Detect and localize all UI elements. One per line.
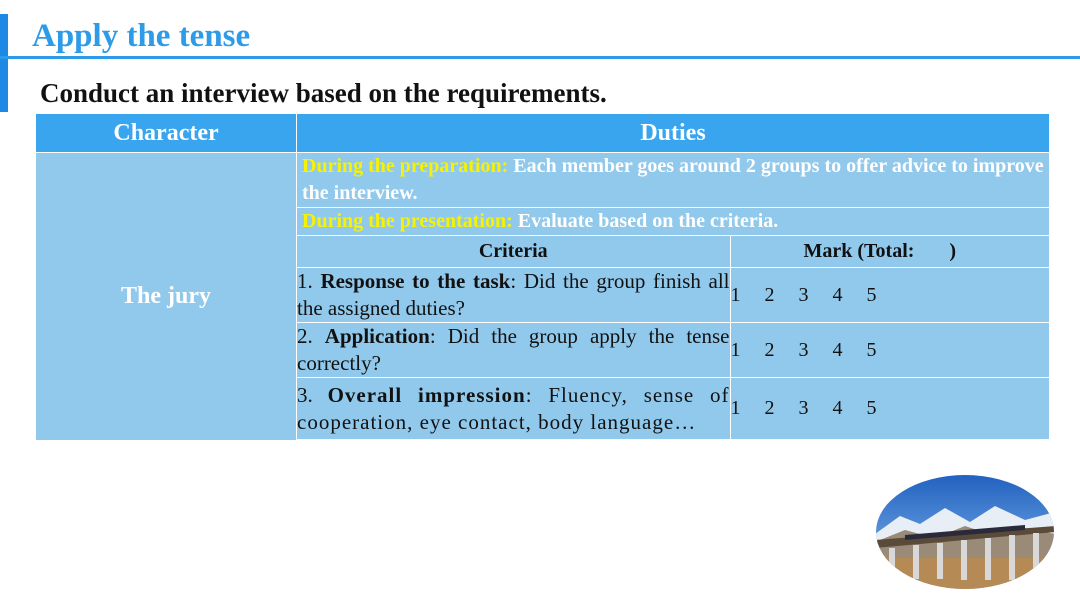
instruction-text: Conduct an interview based on the requirements.: [40, 78, 607, 108]
criteria-table: [297, 235, 1051, 440]
presentation-duty: [297, 208, 1049, 235]
preparation-tag: During the preparation:: [302, 155, 509, 177]
duties-cell: [297, 153, 1050, 441]
character-cell: The jury: [36, 153, 297, 441]
mark-option[interactable]: 1: [730, 338, 741, 361]
mark-option[interactable]: 4: [832, 397, 843, 419]
criteria-row: [297, 268, 1050, 323]
criteria-row: [297, 323, 1050, 378]
criterion-name: Application: [324, 324, 430, 348]
duties-header: Duties: [297, 114, 1050, 153]
mark-scale: [730, 323, 1050, 378]
mark-option[interactable]: 4: [832, 338, 843, 361]
mark-option[interactable]: 3: [798, 283, 809, 306]
slide-title: Apply the tense: [32, 18, 251, 54]
mark-option[interactable]: 5: [866, 283, 877, 306]
mark-option[interactable]: 1: [730, 283, 741, 306]
character-header: Character: [36, 114, 297, 153]
criterion-text: 1. Response to the task: Did the group finish all the assigned duties?: [297, 268, 730, 323]
criteria-header: Criteria: [297, 236, 730, 268]
mark-option[interactable]: 3: [798, 338, 809, 361]
title-rule: [0, 56, 1080, 59]
criterion-text: 2. Application: Did the group apply the tense correctly?: [297, 323, 730, 378]
criterion-name: Response to the task: [320, 269, 511, 293]
mark-option[interactable]: 3: [798, 397, 809, 419]
mark-scale: [730, 268, 1050, 323]
mark-option[interactable]: 2: [764, 283, 775, 306]
mark-option[interactable]: 2: [764, 338, 775, 361]
mark-option[interactable]: 5: [866, 338, 877, 361]
mark-option[interactable]: 4: [832, 283, 843, 306]
mark-scale: [730, 378, 1050, 440]
railway-bridge-image: [875, 472, 1055, 590]
preparation-text: Each member goes around 2 groups to offer advice to improve the interview.: [302, 155, 1044, 204]
criterion-name: Overall impression: [327, 382, 526, 407]
mark-option[interactable]: 1: [730, 397, 741, 419]
criterion-text: 3. Overall impression: Fluency, sense of cooperation, eye contact, body language…: [297, 378, 730, 440]
mark-option[interactable]: 2: [764, 397, 775, 419]
presentation-text: Evaluate based on the criteria.: [512, 210, 779, 232]
accent-bar: [0, 14, 8, 112]
mark-header: Mark (Total: ): [730, 236, 1050, 268]
criteria-row: [297, 378, 1050, 440]
mark-option[interactable]: 5: [866, 397, 877, 419]
preparation-duty: [297, 153, 1049, 208]
duties-table: [35, 113, 1050, 441]
presentation-tag: During the presentation:: [302, 210, 513, 232]
